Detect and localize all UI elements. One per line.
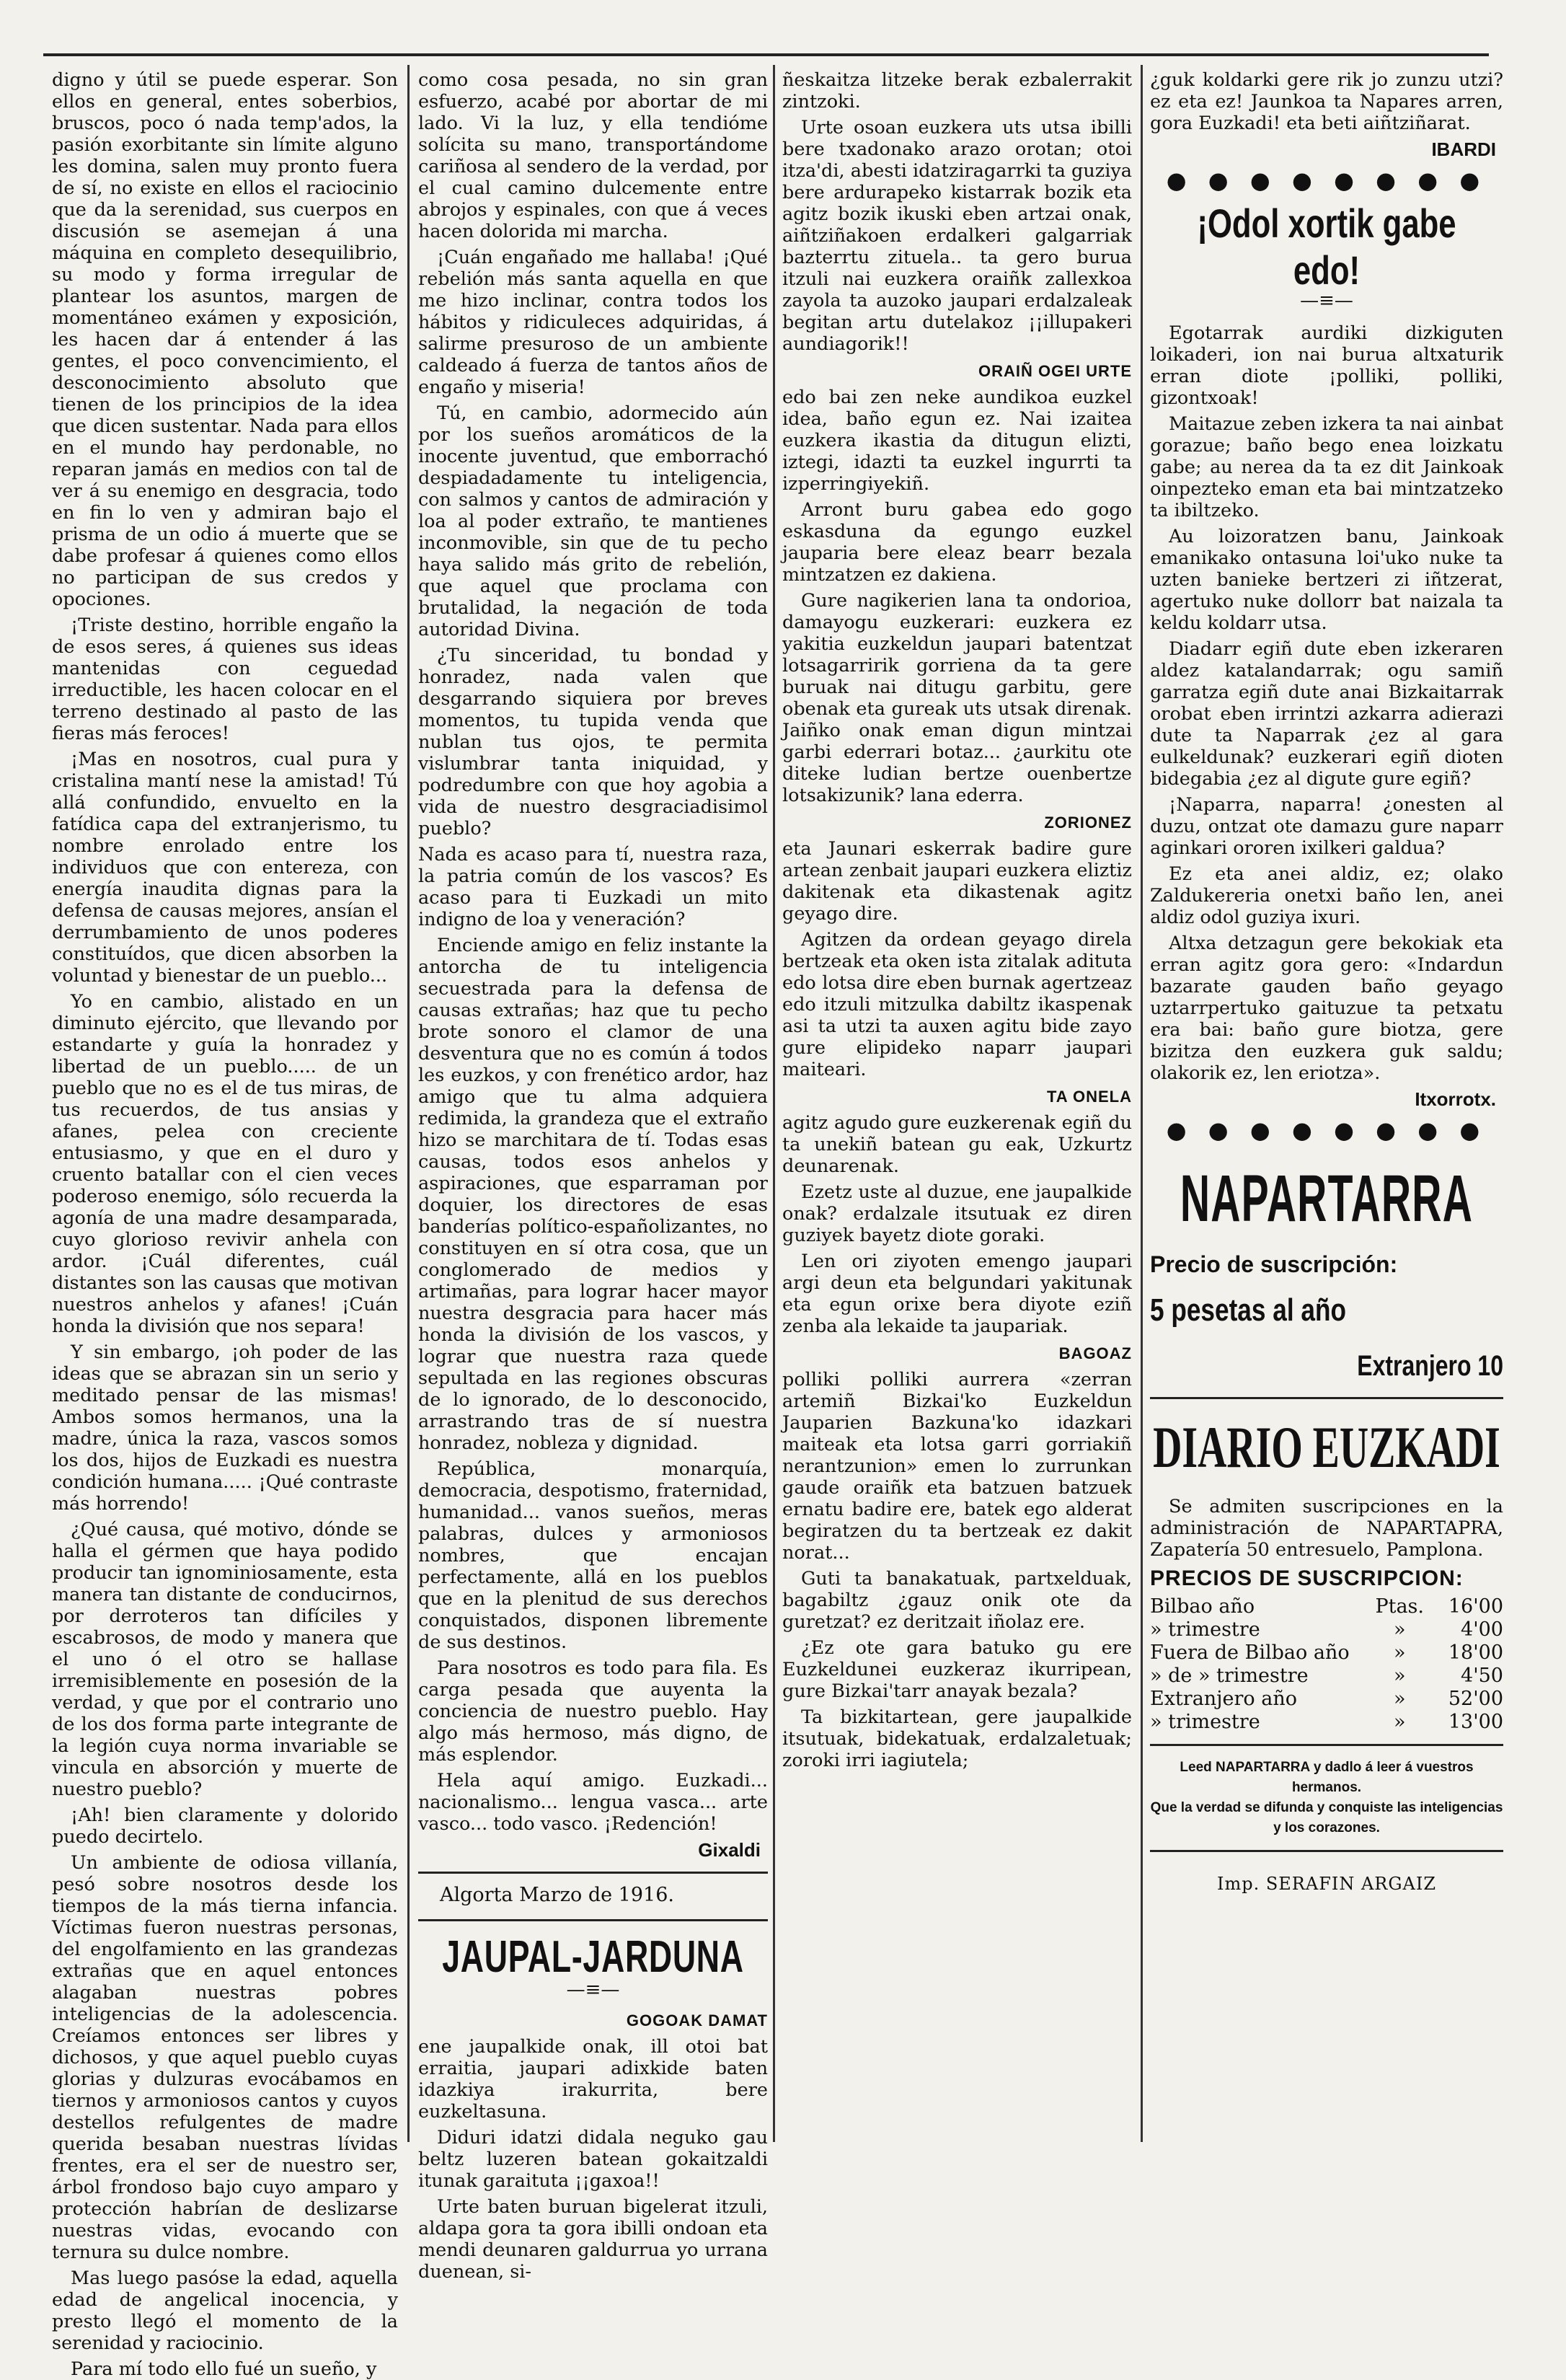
divider <box>1150 1397 1503 1399</box>
paragraph: Mas luego pasóse la edad, aquella edad de angelical inocencia, y presto llegó el momento de la serenidad y raciocinio. <box>52 2267 398 2354</box>
paragraph: Ta bizkitartean, gere jaupalkide itsutuak, bidekatuak, erdalzaletuak; zoroki irri iagiutela; <box>782 1706 1132 1771</box>
ornament-row: ● ● ● ● ● ● ● ● <box>1166 167 1487 194</box>
price-label: » de » trimestre <box>1150 1665 1309 1687</box>
sub-heading: ZORIONEZ <box>1044 814 1132 832</box>
paragraph: polliki polliki aurrera «zerran artemiñ Bizkai'ko Euzkeldun Jauparien Bazkuna'ko idazkari maiteak eta lotsa garri gorriakiñ nerantzunion» emen lo zurrunkan gaude oraiñk eta batzuen batzuek ernatu badire ere, batek ego alderat begiratzen du ta bertzeak ez dakit norat... <box>782 1369 1132 1564</box>
paragraph: ¡Cuán engañado me hallaba! ¡Qué rebelión más santa aquella en que me hizo inclinar, contra todos los hábitos y ridiculeces adquiridas, á salirme presuroso de un ambiente caldeado á fuerza de tantos años de engaño y miseria! <box>418 247 768 398</box>
promo-line: Leed NAPARTARRA y dadlo á leer á vuestros hermanos. <box>1180 1760 1474 1795</box>
paragraph: Egotarrak aurdiki dizkiguten loikaderi, ion nai burua altxaturik erran diote ¡polliki, polliki, gizontxoak! <box>1150 322 1503 409</box>
price-value: 18'00 <box>1448 1641 1503 1664</box>
paragraph: Ez eta anei aldiz, ez; olako Zaldukereria onetxi baño len, anei aldiz odol guziya ixuri. <box>1150 863 1503 928</box>
paragraph: Urte osoan euzkera uts utsa ibilli bere txadonako arazo orotan; otoi itza'di, abesti idatziragarrki ta guziya bere ardurapeko kistarrak bozik eta agitz bozik ikuski eben artzai onak, aiñtziñakoen erdalkeri galgarriak bazterrtu zituela.. ta gero burua itzuli nai euzkera oraiñk zallexkoa zayola ta auzoko jaupari erdalzaleak begitan artu dutelakoz ¡¡illupakeri aundiagorik!! <box>782 117 1132 355</box>
paragraph: Guti ta banakatuak, partxelduak, bagabiltz ¿gauz onik ote da guretzat? ez deritzait iñolaz ere. <box>782 1568 1132 1633</box>
price-value: 16'00 <box>1448 1595 1503 1618</box>
column-divider <box>1141 65 1143 2142</box>
paragraph: Nada es acaso para tí, nuestra raza, la patria común de los vascos? Es acaso para ti Euzkadi un mito indigno de loa y veneración? <box>418 844 768 930</box>
paragraph: Agitzen da ordean geyago direla bertzeak eta oken ista zitalak adituta edo lotsa dire eben burnak agertzeaz edo itzuli mitzulka dabiltz ikaspenak asi ta utzi ta auxen agitu bide zayo gure elipideko naparr jaupari maiteari. <box>782 929 1132 1080</box>
column-1 <box>52 69 398 2380</box>
paragraph: ¿Ez ote gara batuko gu ere Euzkeldunei euzkeraz ikurripean, gure Bizkai'tarr anayak bezala? <box>782 1637 1132 1702</box>
prices-title: PRECIOS DE SUSCRIPCION: <box>1150 1566 1464 1590</box>
price-row <box>1150 1595 1503 1618</box>
price-value: 4'00 <box>1461 1618 1503 1641</box>
price-row <box>1150 1688 1503 1711</box>
price-mark: » <box>1393 1711 1406 1733</box>
paragraph: ene jaupalkide onak, ill otoi bat erraitia, jaupari adixkide baten idazkiya irakurrita, bere euzkeltasuna. <box>418 2036 768 2123</box>
price-row <box>1150 1711 1503 1734</box>
diario-euzkadi-masthead: DIARIO EUZKADI <box>1153 1414 1500 1480</box>
sub-heading: BAGOAZ <box>1058 1344 1132 1362</box>
paragraph: ñeskaitza litzeke berak ezbalerrakit zintzoki. <box>782 69 1132 113</box>
dateline: Algorta Marzo de 1916. <box>440 1884 674 1906</box>
paragraph: ¡Naparra, naparra! ¿onesten al duzu, ontzat ote damazu gure naparr aginkari ororen ixilkeri galdua? <box>1150 794 1503 859</box>
article-title: ¡Odol xortik gabe edo! <box>1197 200 1456 293</box>
price-row <box>1150 1665 1503 1688</box>
title-ornament: —≡— <box>566 1979 620 2001</box>
paragraph: República, monarquía, democracia, despotismo, fraternidad, humanidad... vanos sueños, meras palabras, dulces y armoniosos nombres, que encajan perfectamente, allá en los pueblos que en la plenitud de sus derechos conquistados, disponen libremente de sus destinos. <box>418 1458 768 1653</box>
price-row <box>1150 1641 1503 1665</box>
paragraph: Enciende amigo en feliz instante la antorcha de tu inteligencia secuestrada para la defensa de causas extrañas; haz que tu pecho brote sonoro el clamor de una desventura que no es común á todos les euzkos, y con frenético ardor, haz amigo que tu alma adquiera redimida, la grandeza que el extraño hizo se marchitara de tí. Todas esas causas, todos esos anhelos y aspiraciones, que esparraman por doquier, los directores de esas banderías político-españolizantes, no constituyen en sí otra cosa, que un conglomerado de medios y artimañas, para lograr hacer mayor nuestra desgracia para hacer más honda la división de los vascos, y lograr que nuestra raza quede sepultada en las regiones obscuras de lo ignorado, de lo desconocido, arrastrando tras de sí nuestra honradez, nobleza y dignidad. <box>418 935 768 1454</box>
paragraph: Diduri idatzi didala neguko gau beltz luzeren batean gokaitzaldi itunak garaituta ¡¡gaxoa!! <box>418 2127 768 2192</box>
title-ornament: —≡— <box>1300 290 1353 312</box>
section-title: JAUPAL-JARDUNA <box>442 1932 744 1982</box>
sub-heading: GOGOAK DAMAT <box>626 2011 768 2029</box>
paragraph: ¡Ah! bien claramente y dolorido puedo decirtelo. <box>52 1804 398 1848</box>
price-label: » trimestre <box>1150 1618 1260 1641</box>
price-mark: » <box>1393 1688 1406 1710</box>
price-mark: » <box>1393 1618 1406 1641</box>
price-value: 4'50 <box>1461 1665 1503 1687</box>
paragraph: eta Jaunari eskerrak badire gure artean zenbait jaupari euzkera eliztiz dakitenak eta dikastenak agitz geyago dire. <box>782 838 1132 925</box>
price-label: Fuera de Bilbao año <box>1150 1641 1350 1664</box>
subscription-text: Se admiten suscripciones en la administración de NAPARTAPRA, Zapatería 50 entresuelo, Pamplona. <box>1150 1496 1503 1561</box>
signature: IBARDI <box>1431 138 1496 160</box>
paragraph: Gure nagikerien lana ta ondorioa, damayogu euzkerari: euzkera ez yakitia euzkeldun jaupari batentzat lotsagarririk gorriena da ta gere buruak nai ditugu garbitu, gere obenak eta gureak uts utsak direnak. Jaiñko onak eman digun mintzai garbi ederrari botaz... ¿aurkitu ote diteke ludian bertze ouenbertze lotsakizunik? lana ederra. <box>782 590 1132 806</box>
price-mark: » <box>1393 1641 1406 1664</box>
promo-text <box>1150 1758 1503 1838</box>
price-heading: Precio de suscripción: <box>1150 1251 1398 1277</box>
paragraph: Un ambiente de odiosa villanía, pesó sobre nosotros desde los tiempos de la más tierna infancia. Víctimas fueron nuestras personas, del engolfamiento en las grandezas extrañas que en aquel entonces alagaban nuestras pobres inteligencias de la adolescencia. Creíamos entonces ser libres y dichosos, y que aquel pueblo cuyas glorias y dulzuras evocábamos en tiernos y armoniosos cantos y cuyos destellos refulgentes de madre querida besaban nuestras lívidas frentes, era el ser de nuestro ser, árbol frondoso bajo cuyo amparo y protección habrían de deslizarse nuestras vidas, evocando con ternura su dulce nombre. <box>52 1852 398 2263</box>
paragraph: ¿Tu sinceridad, tu bondad y honradez, nada valen que desgarrando siquiera por breves momentos, tu tupida venda que nublan tus ojos, te permita vislumbrar tanta iniquidad, y podredumbre con que hoy agobia a vida de nuestro desgraciadisimol pueblo? <box>418 645 768 839</box>
paragraph: Len ori ziyoten emengo jaupari argi deun eta belgundari yakitunak eta egun orixe bera diyote eziñ zenba ala lekaide ta jaupariak. <box>782 1251 1132 1337</box>
price-value: 13'00 <box>1448 1711 1503 1733</box>
sub-heading: TA ONELA <box>1047 1088 1132 1106</box>
paragraph: Tú, en cambio, adormecido aún por los sueños aromáticos de la inocente juventud, que emborrachó despiadadamente tu inteligencia, con salmos y cantos de admiración y loa al poder extraño, te mantienes inconmovible, sin que de tu pecho haya salido más grito de rebelión, que aquel que proclama con brutalidad, la negación de toda autoridad Divina. <box>418 402 768 640</box>
column-divider <box>407 65 410 2142</box>
divider <box>418 1919 768 1921</box>
paragraph: ¡Mas en nosotros, cual pura y cristalina mantí nese la amistad! Tú allá confundido, envuelto en la fatídica capa del extranjerismo, tu nombre enrolado entre los individuos que con entereza, con energía inaudita dignas para la defensa de causas mejores, ansían el derrumbamiento de unos poderes constituídos, que dicen absorben la voluntad y bienestar de un pueblo... <box>52 749 398 987</box>
paragraph: edo bai zen neke aundikoa euzkel idea, baño egun ez. Nai izaitea euzkera ikastia da ditugun elizti, iztegi, idazti ta euzkel ingurrti ta izperringiyekiñ. <box>782 387 1132 495</box>
paragraph: Diadarr egiñ dute eben izkeraren aldez katalandarrak; ogu samiñ garratza egiñ dute anai Bizkaitarrak orobat eben irrintzi azkarra adierazi dute ta Naparrak ¿ez al gara eulkeldunak? euzkerari egiñ dioten bidegabia ¿ez al digute gure egiñ? <box>1150 638 1503 790</box>
price-mark: » <box>1393 1665 1406 1687</box>
price-table <box>1150 1595 1503 1734</box>
divider <box>418 1872 768 1874</box>
column-2 <box>418 69 768 2283</box>
ornament-row: ● ● ● ● ● ● ● ● <box>1166 1116 1487 1144</box>
paragraph: ¿guk koldarki gere rik jo zunzu utzi? ez eta ez! Jaunkoa ta Napares arren, gora Euzkadi! eta beti aiñtziñarat. <box>1150 69 1503 134</box>
price-mark: Ptas. <box>1375 1595 1424 1618</box>
column-divider <box>773 65 775 2142</box>
napartarra-masthead: NAPARTARRA <box>1180 1162 1474 1235</box>
paragraph: Y sin embargo, ¡oh poder de las ideas que se abrazan sin un serio y meditado pensar de las mismas! Ambos somos hermanos, una la madre, única la raza, vascos somos los dos, hijos de Euzkadi es nuestra condición humana..... ¡Qué contraste más horrendo! <box>52 1341 398 1515</box>
sub-heading: ORAIÑ OGEI URTE <box>978 362 1132 380</box>
paragraph: Hela aquí amigo. Euzkadi... nacionalismo... lengua vasca... arte vasco... todo vasco. ¡Redención! <box>418 1770 768 1835</box>
paragraph: Maitazue zeben izkera ta nai ainbat gorazue; baño bego enea loizkatu gabe; au nerea da ta ez dit Jainkoak oinpezteko eman eta bai mintzatzeko ta ibiltzeko. <box>1150 413 1503 521</box>
price-value: 52'00 <box>1448 1688 1503 1710</box>
price-label: Extranjero año <box>1150 1688 1298 1710</box>
promo-line: Que la verdad se difunda y conquiste las inteligencias y los corazones. <box>1150 1800 1503 1835</box>
column-3 <box>782 69 1132 2161</box>
paragraph: Arront buru gabea edo gogo eskasduna da egungo euzkel jauparia bere eleaz bearr bezala mintzatzen ez dakiena. <box>782 499 1132 586</box>
signature: Itxorrotx. <box>1415 1088 1496 1110</box>
paragraph: Altxa detzagun gere bekokiak eta erran agitz gora gero: «Indardun bazarate gauden baño geyago uztarrpertuko gaituzue ta petxatu era bai: baño gure biotza, gere bizitza den euzkera guk saldu; olakorik ez, len eriotza». <box>1150 933 1503 1084</box>
price-label: Bilbao año <box>1150 1595 1255 1618</box>
price-main: 5 pesetas al año <box>1150 1292 1346 1328</box>
paragraph: como cosa pesada, no sin gran esfuerzo, acabé por abortar de mi lado. Vi la luz, y ella tendióme solícita su mano, transportándome cariñosa al sendero de la verdad, por el cual camino dulcemente entre abrojos y espinales, con que á veces hacen dolorida mi marcha. <box>418 69 768 242</box>
paragraph: Ezetz uste al duzue, ene jaupalkide onak? erdalzale itsutuak ez diren guziyek bayetz diote goraki. <box>782 1181 1132 1246</box>
signature: Gixaldi <box>698 1839 761 1861</box>
paragraph: digno y útil se puede esperar. Son ellos en general, entes soberbios, bruscos, poco ó nada temp'ados, la pasión exorbitante sin límite alguno les domina, salen muy pronto fuera de sí, no existe en ellos el raciocinio que da la serenidad, sus cuerpos en discusión se asemejan á una máquina en completo desequilibrio, su modo y forma irregular de plantear los asuntos, margen de momentáneo exámen y exposición, les hacen dar á entender á las gentes, el poco convencimiento, el desconocimiento absoluto que tienen de los principios de la idea que dicen sustentar. Nada para ellos en el mundo hay perdonable, no reparan jamás en medios con tal de ver á su enemigo en desgracia, todo en fin lo ven y admiran bajo el prisma de un odio á muerte que se dabe profesar á quienes como ellos no participan de sus credos y opociones. <box>52 69 398 610</box>
paragraph: ¿Qué causa, qué motivo, dónde se halla el gérmen que haya podido producir tan ignominiosamente, esta manera tan distante de conducirnos, por derroteros tan difíciles y escabrosos, de modo y manera que el uno ó el otro se hallase irremisiblemente en posesión de la verdad, y que por el contrario uno de los dos forma parte integrante de la legión cuya norma invariable se vincula en absorción y muerte de nuestro pueblo? <box>52 1519 398 1800</box>
price-foreign: Extranjero 10 <box>1357 1350 1503 1382</box>
paragraph: Urte baten buruan bigelerat itzuli, aldapa gora ta gora ibilli ondoan eta mendi deunaren galdurrua yo urrana duenean, si- <box>418 2196 768 2283</box>
price-row <box>1150 1618 1503 1641</box>
paragraph: Para mí todo ello fué un sueño, y <box>71 2358 377 2380</box>
paragraph: Au loizoratzen banu, Jainkoak emanikako ontasuna loi'uko nuke ta uzten banieke bertzeri zi iñtzerat, agertuko nuke dollorr bat naizala ta keldu koldarr utsa. <box>1150 526 1503 634</box>
divider <box>1150 1850 1503 1852</box>
divider <box>1150 1744 1503 1746</box>
top-rule <box>43 53 1489 56</box>
paragraph: agitz agudo gure euzkerenak egiñ du ta unekiñ batean gu eak, Uzkurtz deunarenak. <box>782 1112 1132 1177</box>
price-label: » trimestre <box>1150 1711 1260 1733</box>
paragraph: Yo en cambio, alistado en un diminuto ejército, que llevando por estandarte y guía la honradez y libertad de un pueblo..... de un pueblo que no es el de tus miras, de tus recuerdos, de tus ansias y afanes, pelea con creciente entusiasmo, y que en el duro y cruento batallar con el cien veces poderoso enemigo, sólo recuerda la agonía de una madre desamparada, cuyo glorioso revivir anhela con ardor. ¡Cuál diferentes, cuál distantes son las causas que motivan nuestros anhelos y afanes! ¡Cuán honda la división que nos separa! <box>52 991 398 1337</box>
column-4 <box>1150 69 1503 2161</box>
imprint: Imp. SERAFIN ARGAIZ <box>1216 1874 1437 1894</box>
paragraph: Para nosotros es todo para fila. Es carga pesada que auyenta la conciencia de nuestro pueblo. Hay algo más hermoso, más digno, de más esplendor. <box>418 1657 768 1766</box>
paragraph: ¡Triste destino, horrible engaño la de esos seres, á quienes sus ideas mantenidas con ceguedad irreductible, les hacen colocar en el terreno destinado al pasto de las fieras más feroces! <box>52 614 398 744</box>
